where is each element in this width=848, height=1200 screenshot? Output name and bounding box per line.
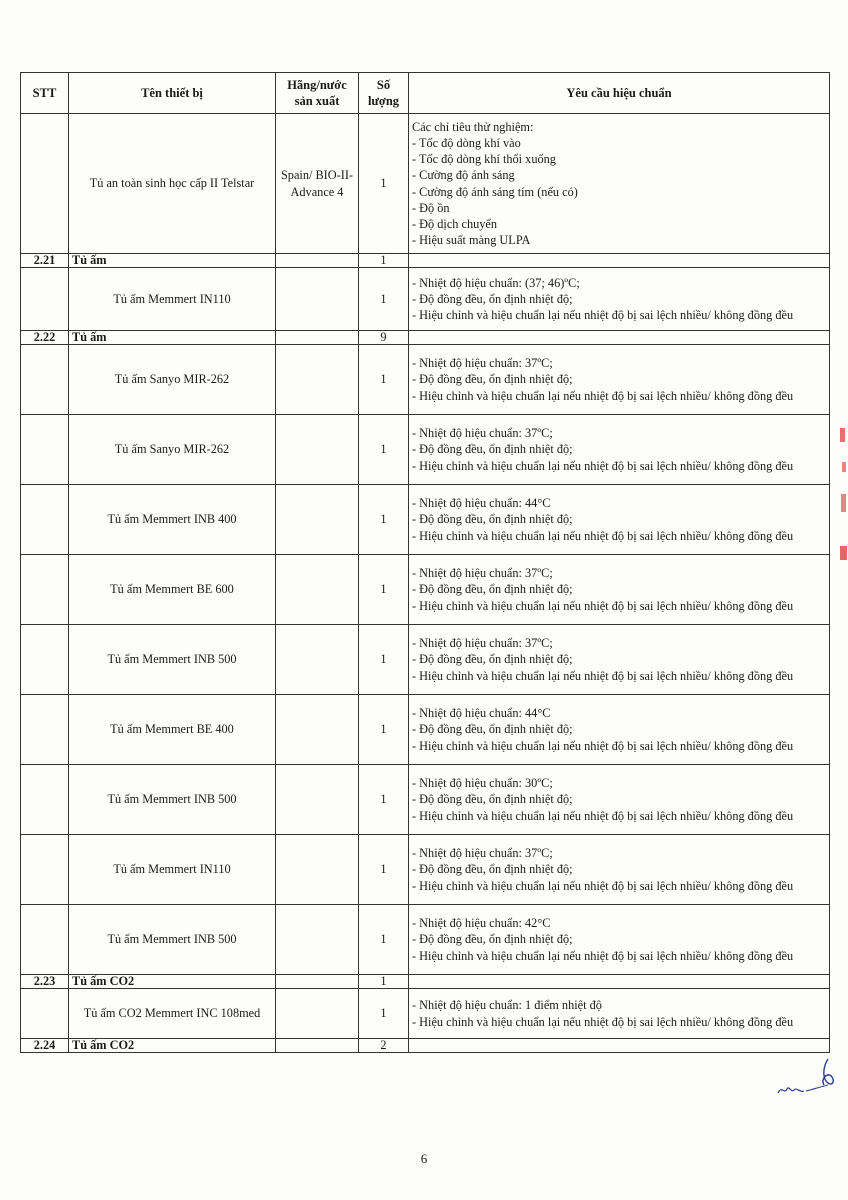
- requirement-line: - Nhiệt độ hiệu chuẩn: 37ºC;: [412, 636, 553, 651]
- requirement-line: - Độ đồng đều, ổn định nhiệt độ;: [412, 291, 573, 306]
- group-quantity: 9: [359, 331, 409, 345]
- group-stt: 2.21: [21, 254, 69, 268]
- requirement-line: - Độ ồn: [412, 200, 450, 215]
- device-requirements: [409, 555, 830, 625]
- device-stt: [21, 625, 69, 695]
- requirement-line: - Nhiệt độ hiệu chuẩn: 1 điểm nhiệt độ: [412, 998, 602, 1013]
- device-quantity: 1: [359, 989, 409, 1039]
- requirement-line: - Hiệu chỉnh và hiệu chuẩn lại nếu nhiệt độ bị sai lệch nhiều/ không đồng đều: [412, 598, 794, 613]
- device-requirements: [409, 989, 830, 1039]
- page-number: 6: [420, 1151, 428, 1166]
- header-quantity: Số lượng: [359, 73, 409, 114]
- device-requirements: [409, 415, 830, 485]
- device-row: [21, 415, 830, 485]
- device-manufacturer: [276, 625, 359, 695]
- device-requirements: [409, 625, 830, 695]
- device-requirements: [409, 835, 830, 905]
- requirement-line: - Độ đồng đều, ổn định nhiệt độ;: [412, 722, 573, 737]
- requirement-line: - Độ dịch chuyển: [412, 216, 498, 231]
- device-quantity: 1: [359, 268, 409, 331]
- device-stt: [21, 415, 69, 485]
- requirement-line: - Hiệu chỉnh và hiệu chuẩn lại nếu nhiệt độ bị sai lệch nhiều/ không đồng đều: [412, 808, 794, 823]
- requirement-line: - Nhiệt độ hiệu chuẩn: 30ºC;: [412, 776, 553, 791]
- group-requirement-cell: [409, 1039, 830, 1053]
- device-requirements: [409, 765, 830, 835]
- group-stt: 2.24: [21, 1039, 69, 1053]
- requirement-line: - Hiệu chỉnh và hiệu chuẩn lại nếu nhiệt độ bị sai lệch nhiều/ không đồng đều: [412, 458, 794, 473]
- group-requirement-cell: [409, 975, 830, 989]
- device-manufacturer: Spain/ BIO-II-Advance 4: [276, 114, 359, 254]
- device-quantity: 1: [359, 905, 409, 975]
- handwritten-signature: [770, 1055, 840, 1105]
- requirement-line: - Cường độ ánh sáng tím (nếu có): [412, 184, 578, 199]
- group-name: Tủ ấm: [69, 254, 276, 268]
- requirement-line: - Hiệu chỉnh và hiệu chuẩn lại nếu nhiệt độ bị sai lệch nhiều/ không đồng đều: [412, 668, 794, 683]
- requirement-line: - Độ đồng đều, ổn định nhiệt độ;: [412, 652, 573, 667]
- device-name: Tủ ấm Memmert INB 500: [69, 625, 276, 695]
- requirement-line: - Nhiệt độ hiệu chuẩn: 44°C: [412, 706, 551, 721]
- group-quantity: 1: [359, 975, 409, 989]
- device-requirements: [409, 905, 830, 975]
- header-stt: STT: [21, 73, 69, 114]
- device-stt: [21, 905, 69, 975]
- requirement-line: - Nhiệt độ hiệu chuẩn: 44°C: [412, 496, 551, 511]
- device-quantity: 1: [359, 114, 409, 254]
- requirement-line: - Hiệu chỉnh và hiệu chuẩn lại nếu nhiệt độ bị sai lệch nhiều/ không đồng đều: [412, 738, 794, 753]
- device-name: Tủ ấm Memmert BE 600: [69, 555, 276, 625]
- requirement-line: - Hiệu suất màng ULPA: [412, 233, 531, 248]
- group-row: [21, 254, 830, 268]
- group-row: [21, 331, 830, 345]
- device-row: [21, 555, 830, 625]
- group-name: Tủ ấm CO2: [69, 975, 276, 989]
- device-manufacturer: [276, 555, 359, 625]
- group-stt: 2.23: [21, 975, 69, 989]
- requirement-line: - Nhiệt độ hiệu chuẩn: (37; 46)ºC;: [412, 275, 580, 290]
- device-requirements: [409, 485, 830, 555]
- device-name: Tủ ấm Memmert BE 400: [69, 695, 276, 765]
- requirement-line: - Nhiệt độ hiệu chuẩn: 37ºC;: [412, 356, 553, 371]
- requirement-line: - Cường độ ánh sáng: [412, 168, 515, 183]
- device-row: [21, 765, 830, 835]
- stamp-edge-marks: [834, 428, 848, 568]
- device-quantity: 1: [359, 485, 409, 555]
- device-stt: [21, 695, 69, 765]
- table-header-row: [21, 73, 830, 114]
- requirement-line: - Nhiệt độ hiệu chuẩn: 37ºC;: [412, 846, 553, 861]
- header-device-name: Tên thiết bị: [69, 73, 276, 114]
- requirement-line: - Hiệu chỉnh và hiệu chuẩn lại nếu nhiệt độ bị sai lệch nhiều/ không đồng đều: [412, 948, 794, 963]
- group-stt: 2.22: [21, 331, 69, 345]
- requirement-line: - Nhiệt độ hiệu chuẩn: 37ºC;: [412, 426, 553, 441]
- device-quantity: 1: [359, 765, 409, 835]
- device-stt: [21, 485, 69, 555]
- device-quantity: 1: [359, 625, 409, 695]
- device-manufacturer: [276, 905, 359, 975]
- device-quantity: 1: [359, 555, 409, 625]
- device-quantity: 1: [359, 415, 409, 485]
- device-row: [21, 625, 830, 695]
- device-stt: [21, 268, 69, 331]
- group-requirement-cell: [409, 254, 830, 268]
- device-manufacturer: [276, 415, 359, 485]
- device-manufacturer: [276, 485, 359, 555]
- device-name: Tủ ấm Memmert INB 500: [69, 765, 276, 835]
- requirement-line: - Nhiệt độ hiệu chuẩn: 42°C: [412, 916, 551, 931]
- requirement-line: - Độ đồng đều, ổn định nhiệt độ;: [412, 932, 573, 947]
- requirement-line: - Nhiệt độ hiệu chuẩn: 37ºC;: [412, 566, 553, 581]
- group-name: Tủ ấm: [69, 331, 276, 345]
- device-requirements: [409, 345, 830, 415]
- device-manufacturer: [276, 989, 359, 1039]
- device-stt: [21, 765, 69, 835]
- device-row: [21, 345, 830, 415]
- group-quantity: 2: [359, 1039, 409, 1053]
- requirement-line: - Hiệu chỉnh và hiệu chuẩn lại nếu nhiệt độ bị sai lệch nhiều/ không đồng đều: [412, 308, 794, 323]
- device-quantity: 1: [359, 695, 409, 765]
- device-quantity: 1: [359, 835, 409, 905]
- device-manufacturer: [276, 835, 359, 905]
- requirement-line: - Độ đồng đều, ổn định nhiệt độ;: [412, 512, 573, 527]
- device-name: Tủ ấm Sanyo MIR-262: [69, 345, 276, 415]
- header-manufacturer: Hãng/nước sản xuất: [276, 73, 359, 114]
- device-row: [21, 695, 830, 765]
- device-row: [21, 989, 830, 1039]
- device-stt: [21, 345, 69, 415]
- device-name: Tủ ấm Memmert INB 500: [69, 905, 276, 975]
- device-row: [21, 485, 830, 555]
- device-row: [21, 268, 830, 331]
- group-brand-cell: [276, 254, 359, 268]
- requirement-line: - Độ đồng đều, ổn định nhiệt độ;: [412, 442, 573, 457]
- requirement-line: - Hiệu chỉnh và hiệu chuẩn lại nếu nhiệt độ bị sai lệch nhiều/ không đồng đều: [412, 878, 794, 893]
- device-requirements: [409, 114, 830, 254]
- requirement-line: - Độ đồng đều, ổn định nhiệt độ;: [412, 372, 573, 387]
- device-manufacturer: [276, 345, 359, 415]
- device-row: [21, 835, 830, 905]
- device-stt: [21, 114, 69, 254]
- device-name: Tủ an toàn sinh học cấp II Telstar: [69, 114, 276, 254]
- group-brand-cell: [276, 975, 359, 989]
- device-row: [21, 114, 830, 254]
- requirement-line: Các chỉ tiêu thử nghiệm:: [412, 119, 534, 134]
- group-row: [21, 975, 830, 989]
- header-calibration-requirement: Yêu cầu hiệu chuẩn: [409, 73, 830, 114]
- group-brand-cell: [276, 331, 359, 345]
- requirement-line: - Tốc độ dòng khí thổi xuống: [412, 152, 556, 167]
- device-requirements: [409, 695, 830, 765]
- device-row: [21, 905, 830, 975]
- device-name: Tủ ấm CO2 Memmert INC 108med: [69, 989, 276, 1039]
- device-requirements: [409, 268, 830, 331]
- device-stt: [21, 989, 69, 1039]
- group-row: [21, 1039, 830, 1053]
- requirement-line: - Hiệu chỉnh và hiệu chuẩn lại nếu nhiệt độ bị sai lệch nhiều/ không đồng đều: [412, 528, 794, 543]
- group-requirement-cell: [409, 331, 830, 345]
- device-manufacturer: [276, 765, 359, 835]
- table-body: [21, 114, 830, 1053]
- group-quantity: 1: [359, 254, 409, 268]
- device-name: Tủ ấm Memmert IN110: [69, 835, 276, 905]
- device-name: Tủ ấm Memmert IN110: [69, 268, 276, 331]
- group-name: Tủ ấm CO2: [69, 1039, 276, 1053]
- calibration-table: [20, 72, 830, 1053]
- device-manufacturer: [276, 695, 359, 765]
- device-manufacturer: [276, 268, 359, 331]
- group-brand-cell: [276, 1039, 359, 1053]
- requirement-line: - Hiệu chỉnh và hiệu chuẩn lại nếu nhiệt độ bị sai lệch nhiều/ không đồng đều: [412, 1014, 794, 1029]
- requirement-line: - Độ đồng đều, ổn định nhiệt độ;: [412, 792, 573, 807]
- requirement-line: - Hiệu chỉnh và hiệu chuẩn lại nếu nhiệt độ bị sai lệch nhiều/ không đồng đều: [412, 388, 794, 403]
- requirement-line: - Tốc độ dòng khí vào: [412, 135, 521, 150]
- device-quantity: 1: [359, 345, 409, 415]
- requirement-line: - Độ đồng đều, ổn định nhiệt độ;: [412, 862, 573, 877]
- device-name: Tủ ấm Memmert INB 400: [69, 485, 276, 555]
- device-name: Tủ ấm Sanyo MIR-262: [69, 415, 276, 485]
- requirement-line: - Độ đồng đều, ổn định nhiệt độ;: [412, 582, 573, 597]
- device-stt: [21, 555, 69, 625]
- device-stt: [21, 835, 69, 905]
